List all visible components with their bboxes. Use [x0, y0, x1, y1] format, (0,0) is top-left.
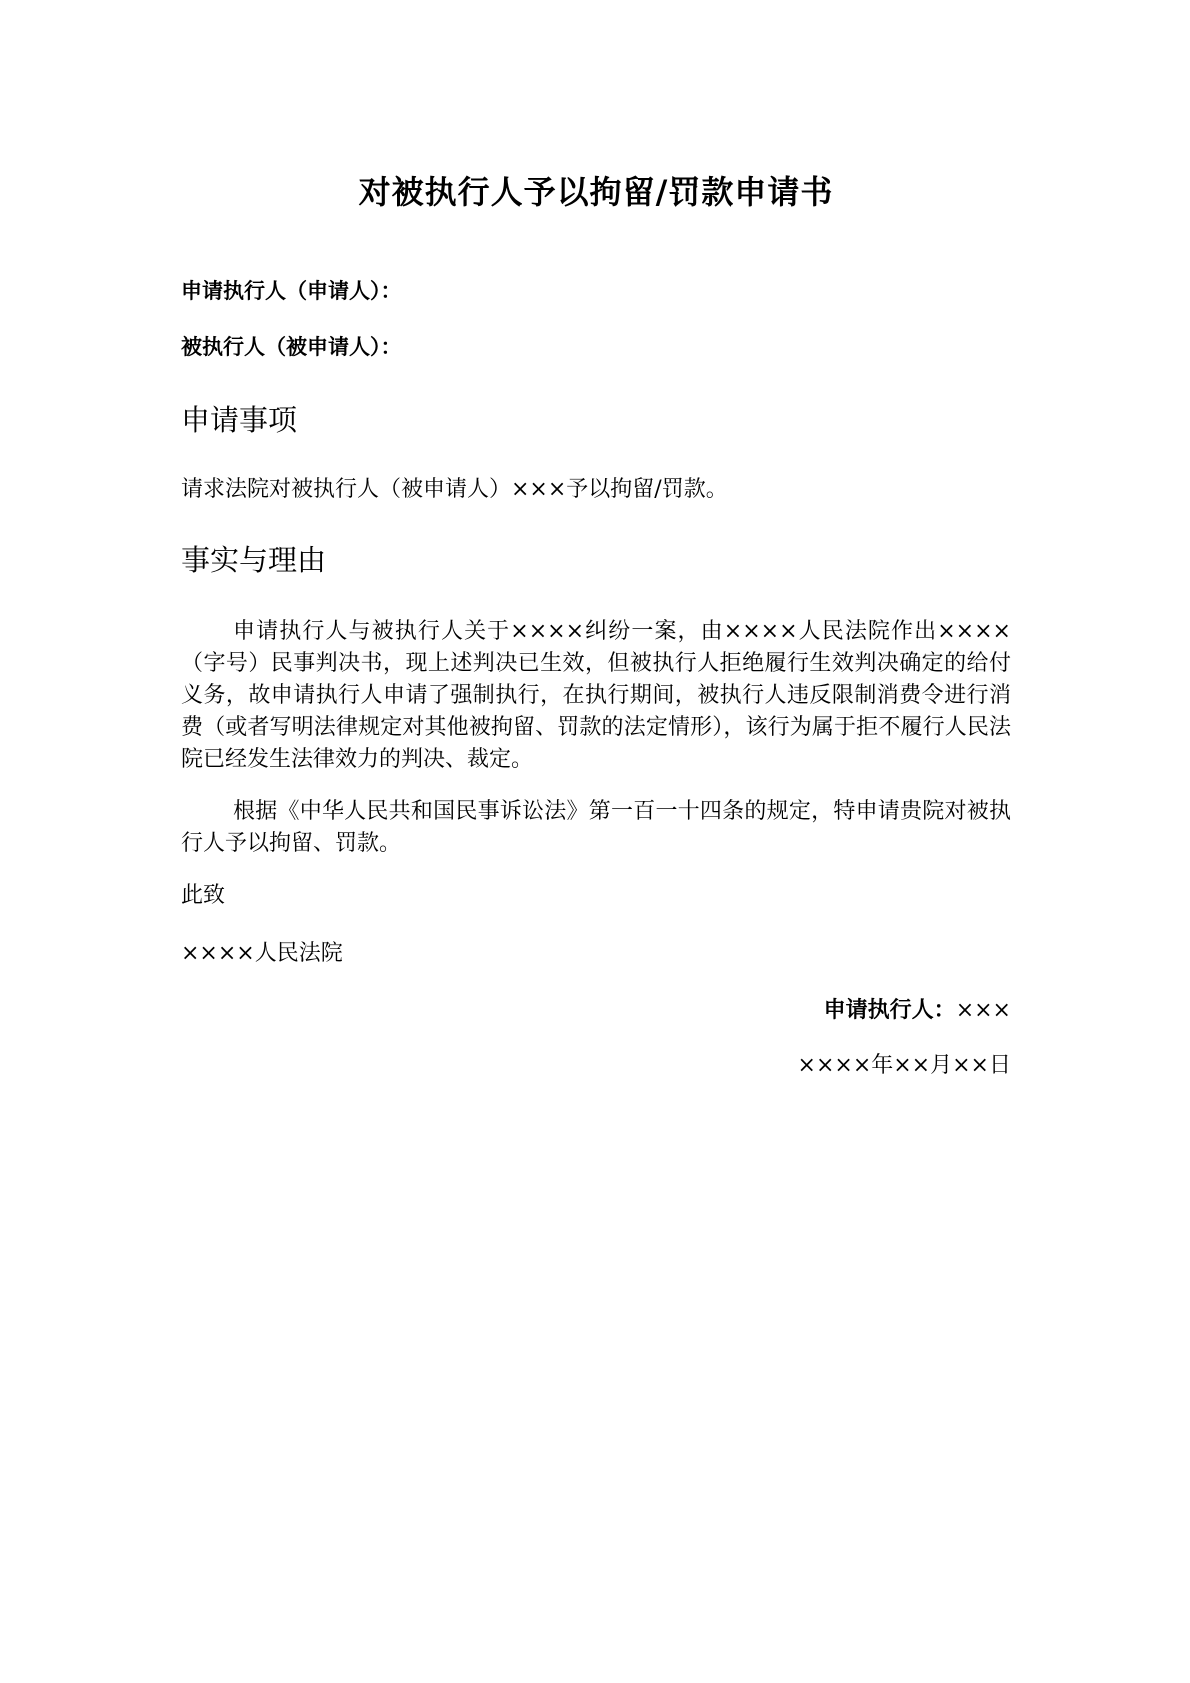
applicant-label: 申请执行人（申请人）：	[181, 279, 402, 303]
facts-paragraph: 申请执行人与被执行人关于××××纠纷一案，由××××人民法院作出××××（字号）民事判决书，现上述判决已生效，但被执行人拒绝履行生效判决确定的给付义务，故申请执行人申请了强制执行，在执行期间，被执行人违反限制消费令进行消费（或者写明法律规定对其他被拘留、罚款的法定情形），该行为属于拒不履行人民法院已经发生法律效力的判决、裁定。	[181, 619, 1011, 772]
respondent-label: 被执行人（被申请人）：	[181, 335, 402, 359]
section-heading-facts: 事实与理由	[181, 543, 327, 577]
request-text: 请求法院对被执行人（被申请人）×××予以拘留/罚款。	[181, 477, 728, 502]
signature-label: 申请执行人：	[823, 998, 956, 1023]
signature-line	[824, 995, 1011, 1027]
court-name: ××××人民法院	[181, 941, 343, 966]
legal-basis-paragraph: 根据《中华人民共和国民事诉讼法》第一百一十四条的规定，特申请贵院对被执行人予以拘留、罚款。	[181, 799, 1011, 856]
section-heading-matters: 申请事项	[181, 403, 298, 437]
signature-value: ×××	[955, 998, 1011, 1023]
salutation: 此致	[181, 883, 226, 908]
document-title: 对被执行人予以拘留/罚款申请书	[358, 173, 834, 211]
document-date: ××××年××月××日	[797, 1053, 1011, 1078]
